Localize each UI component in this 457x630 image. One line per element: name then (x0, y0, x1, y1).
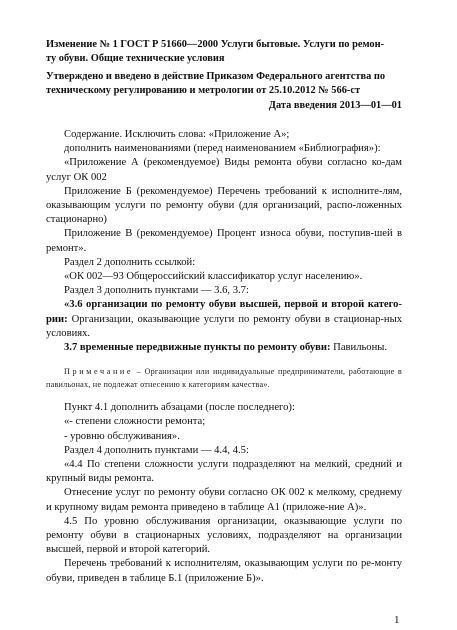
amendment-title-line-2: ту обуви. Общие технические условия (46, 53, 225, 64)
paragraph: Раздел 2 дополнить ссылкой: (64, 256, 196, 268)
paragraph: 4.5 По уровню обслуживания организации, оказывающие услуги по ремонту обуви в стационарных условиях, подразделяют на организации высшей, первой и второй категорий. (46, 515, 402, 556)
document-body (46, 128, 402, 586)
note-text: – Организации или индивидуальные предприниматели, работающие в павильонах, не подлежат отнесению к категориям качества». (46, 367, 402, 390)
paragraph: Приложение В (рекомендуемое) Процент износа обуви, поступив-шей в ремонт». (46, 228, 402, 254)
definition-text: Организации, оказывающие услуги по ремонту обуви в стационар-ных условиях. (46, 313, 402, 339)
paragraph: Раздел 4 дополнить пунктами — 4.4, 4.5: (64, 444, 249, 456)
page-number: 1 (394, 614, 400, 626)
definition-paragraph (46, 341, 402, 355)
note (46, 365, 402, 391)
definition-text: Павильоны. (330, 342, 388, 354)
note-label: Примечание (64, 367, 134, 377)
paragraph: Приложение Б (рекомендуемое) Перечень требований к исполните-лям, оказывающим услуги по ремонту обуви (для организаций, распо-ложенных стационарно) (46, 185, 402, 226)
approval-line-1: Утверждено и введено в действие Приказом Федерального агентства по (46, 71, 386, 82)
paragraph: Пункт 4.1 дополнить абзацами (после последнего): (64, 402, 295, 414)
paragraph: «ОК 002—93 Общероссийский классификатор услуг населению». (64, 271, 363, 283)
paragraph: «- степени сложности ремонта; (64, 416, 206, 428)
definition-paragraph (46, 298, 402, 341)
paragraph: - уровню обслуживания». (64, 430, 180, 442)
paragraph: «Приложение А (рекомендуемое) Виды ремонта обуви согласно ко-дам услуг ОК 002 (46, 157, 402, 183)
paragraph: Содержание. Исключить слова: «Приложение А»; (64, 129, 290, 140)
definition-term: 3.7 временные передвижные пункты по ремонту обуви: (64, 342, 331, 354)
approval-line-2: техническому регулированию и метрологии от 25.10.2012 № 566-ст (46, 85, 361, 96)
amendment-title-line-1: Изменение № 1 ГОСТ Р 51660—2000 Услуги бытовые. Услуги по ремон- (46, 39, 385, 50)
introduction-date: Дата введения 2013—01—01 (268, 100, 402, 111)
definition-term: «3.6 организации по ремонту обуви высшей, первой и второй катего-рии: (46, 299, 402, 325)
paragraph: Раздел 3 дополнить пунктами — 3.6, 3.7: (64, 285, 249, 297)
paragraph: «4.4 По степени сложности услуги подразделяют на мелкий, средний и крупный виды ремонта. (46, 459, 402, 485)
paragraph: Отнесение услуг по ремонту обуви согласно ОК 002 к мелкому, среднему и крупному видам ремонта приведено в таблице А1 (приложе-ние А)». (46, 487, 402, 513)
paragraph: дополнить наименованиями (перед наименованием «Библиография»): (64, 143, 381, 155)
paragraph: Перечень требований к исполнителям, оказывающим услуги по ре-монту обуви, приведен в таблице Б.1 (приложение Б)». (46, 558, 402, 584)
